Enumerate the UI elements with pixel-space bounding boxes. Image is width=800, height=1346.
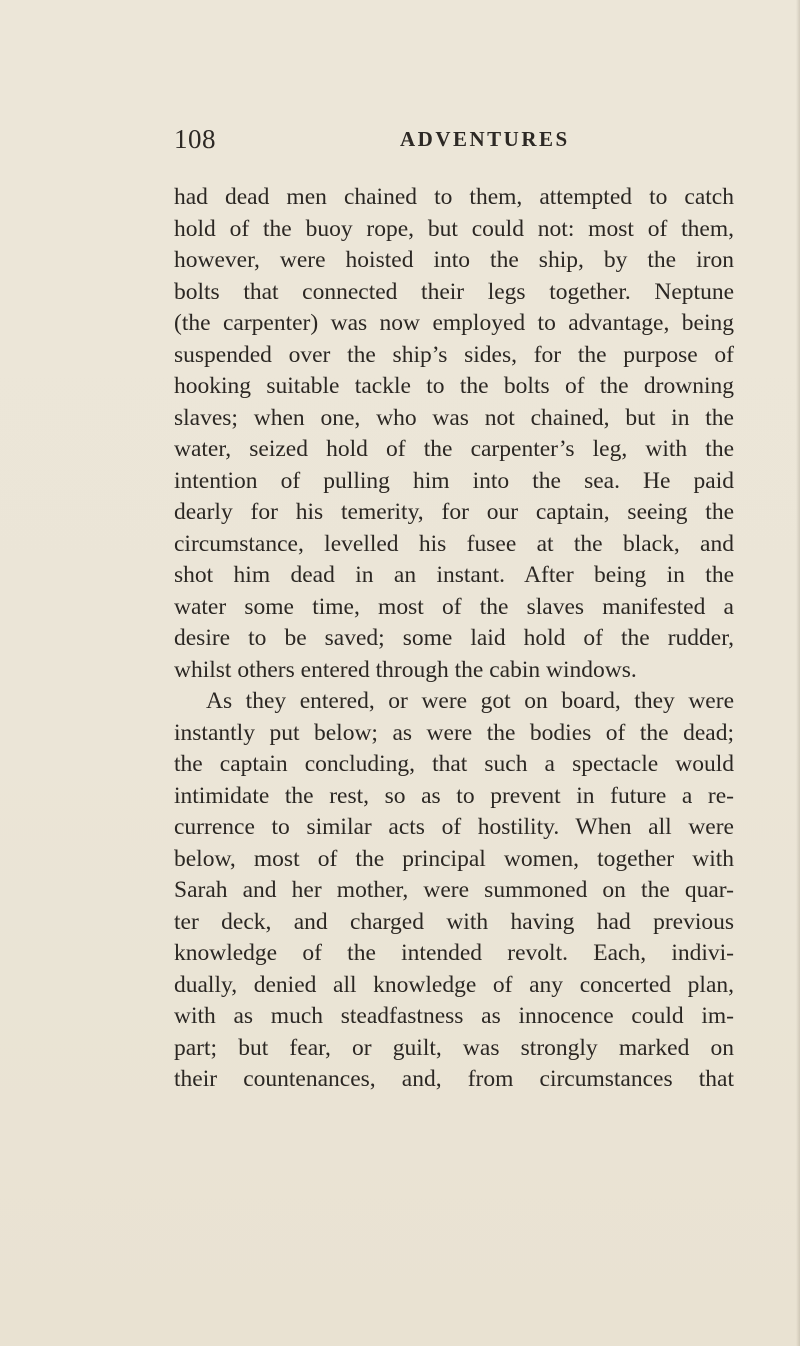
text-line: circumstance, levelled his fusee at the black, and — [174, 530, 734, 557]
text-line: ter deck, and charged with having had previous — [174, 908, 734, 935]
page-number: 108 — [174, 124, 216, 154]
text-line: below, most of the principal women, together with — [174, 845, 734, 872]
text-line: intention of pulling him into the sea. He paid — [174, 467, 734, 494]
text-line: bolts that connected their legs together. Neptune — [174, 278, 734, 305]
text-line: currence to similar acts of hostility. When all were — [174, 814, 734, 840]
text-line: the captain concluding, that such a spectacle would — [174, 751, 734, 777]
text-line: with as much steadfastness as innocence could im- — [174, 1003, 734, 1029]
text-line: had dead men chained to them, attempted to catch — [174, 184, 734, 210]
text-line: slaves; when one, who was not chained, but in the — [174, 404, 734, 431]
text-line: hooking suitable tackle to the bolts of the drowning — [174, 373, 734, 399]
text-line: water some time, most of the slaves manifested a — [174, 593, 734, 620]
text-line: their countenances, and, from circumstances that — [174, 1066, 734, 1092]
body-text — [174, 182, 734, 1096]
text-line: however, were hoisted into the ship, by the iron — [174, 247, 734, 273]
text-line: shot him dead in an instant. After being in the — [174, 562, 734, 588]
text-line: water, seized hold of the carpenter’s leg, with the — [174, 436, 734, 462]
text-line: suspended over the ship’s sides, for the purpose of — [174, 341, 734, 368]
text-line: hold of the buoy rope, but could not: most of them, — [174, 215, 734, 242]
text-line: knowledge of the intended revolt. Each, indivi- — [174, 940, 734, 966]
text-line: dearly for his temerity, for our captain, seeing the — [174, 499, 734, 525]
text-line: (the carpenter) was now employed to advantage, being — [174, 310, 734, 336]
text-line: desire to be saved; some laid hold of the rudder, — [174, 625, 734, 651]
text-line: whilst others entered through the cabin windows. — [174, 656, 637, 683]
text-line: Sarah and her mother, were summoned on the quar- — [174, 877, 734, 903]
text-line: dually, denied all knowledge of any concerted plan, — [174, 971, 734, 998]
running-head: ADVENTURES — [400, 127, 570, 151]
text-line: instantly put below; as were the bodies of the dead; — [174, 719, 734, 746]
paragraph-first-line: As they entered, or were got on board, they were — [206, 688, 734, 714]
text-line: intimidate the rest, so as to prevent in future a re- — [174, 782, 734, 809]
page-header — [0, 124, 800, 164]
text-line: part; but fear, or guilt, was strongly marked on — [174, 1034, 734, 1061]
page-edge-shadow — [796, 0, 800, 1346]
